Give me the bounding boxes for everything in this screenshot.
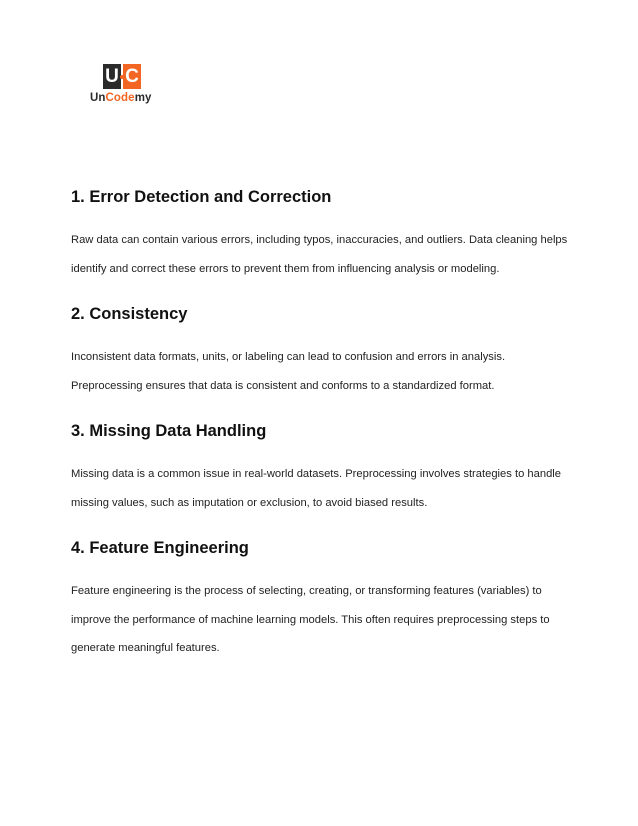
section-paragraph: [71, 343, 571, 400]
logo-word-part3: my: [134, 92, 152, 104]
logo-mark-right: C: [123, 64, 141, 89]
logo-mark: [103, 64, 141, 89]
section-paragraph: [71, 226, 571, 283]
section-error-detection: [71, 186, 571, 283]
section-missing-data: [71, 420, 571, 517]
paragraph-line: Feature engineering is the process of selecting, creating, or transforming features (variables) to: [71, 585, 542, 597]
logo-mark-left: U: [103, 64, 121, 89]
paragraph-line: Raw data can contain various errors, including typos, inaccuracies, and outliers. Data cleaning helps: [71, 234, 568, 246]
section-heading: 2. Consistency: [71, 305, 188, 323]
paragraph-line: generate meaningful features.: [71, 642, 220, 654]
section-heading: 4. Feature Engineering: [71, 539, 249, 557]
logo-wordmark: [90, 92, 152, 104]
section-heading: 1. Error Detection and Correction: [71, 188, 332, 206]
paragraph-line: Inconsistent data formats, units, or labeling can lead to confusion and errors in analysis.: [71, 351, 506, 363]
paragraph-line: missing values, such as imputation or exclusion, to avoid biased results.: [71, 496, 428, 509]
section-paragraph: [71, 577, 571, 663]
section-paragraph: [71, 460, 571, 517]
paragraph-line: Preprocessing ensures that data is consistent and conforms to a standardized format.: [71, 379, 495, 392]
paragraph-line: identify and correct these errors to prevent them from influencing analysis or modeling.: [71, 262, 500, 275]
section-heading: 3. Missing Data Handling: [71, 422, 267, 440]
logo-word-part1: Un: [90, 92, 106, 104]
section-consistency: [71, 303, 571, 400]
logo-dot: [120, 75, 124, 79]
uncodemy-logo: [88, 64, 158, 108]
paragraph-line: Missing data is a common issue in real-world datasets. Preprocessing involves strategies to handle: [71, 468, 561, 480]
document-content: [71, 186, 571, 663]
logo-word-part2: Code: [105, 92, 135, 104]
paragraph-line: improve the performance of machine learning models. This often requires preprocessing steps to: [71, 613, 550, 626]
section-feature-engineering: [71, 537, 571, 663]
